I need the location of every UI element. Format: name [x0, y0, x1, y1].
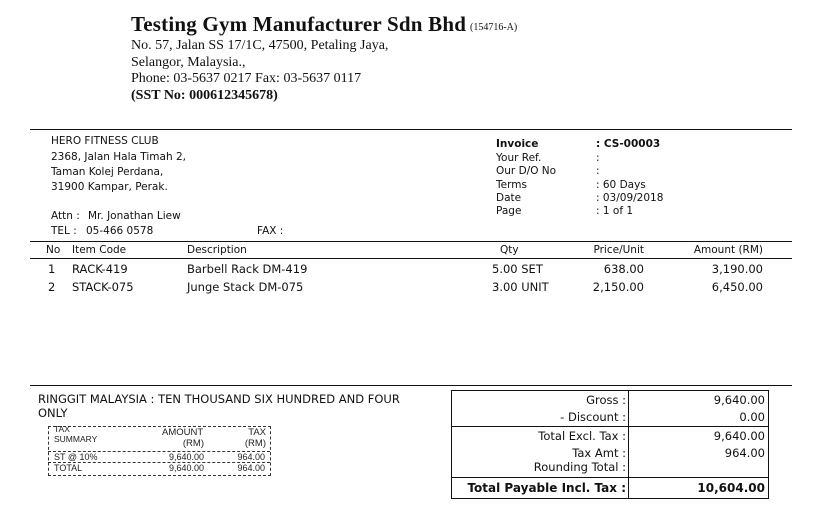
divider-top: [30, 129, 792, 130]
col-header-no: No: [46, 244, 61, 256]
discount-value: 0.00: [739, 410, 765, 424]
your-ref-value: :: [596, 152, 600, 164]
row-qty: 5.00 SET: [492, 262, 543, 276]
table-header-top-line: [30, 241, 792, 242]
row-qty: 3.00 UNIT: [492, 280, 549, 294]
tax-summary-header-label: SUMMARY: [54, 434, 98, 444]
tax-row-tax: 964.00: [237, 452, 265, 462]
do-no-label: Our D/O No: [496, 165, 557, 177]
invoice-value: : CS-00003: [596, 138, 661, 150]
row-amount: 6,450.00: [711, 280, 763, 294]
tax-summary-header-label: TAX: [54, 424, 70, 434]
customer-address-line: 2368, Jalan Hala Timah 2,: [51, 151, 186, 163]
tax-summary-tax-unit: (RM): [244, 438, 266, 449]
company-address-line1: No. 57, Jalan SS 17/1C, 47500, Petaling Jaya,: [131, 38, 389, 53]
col-header-price: Price/Unit: [593, 244, 644, 256]
row-description: Junge Stack DM-075: [187, 280, 304, 294]
col-header-description: Description: [187, 244, 247, 256]
col-header-item-code: Item Code: [72, 244, 127, 256]
your-ref-label: Your Ref.: [496, 152, 542, 164]
total-excl-tax-label: Total Excl. Tax :: [538, 429, 626, 443]
customer-address-line: 31900 Kampar, Perak.: [51, 181, 168, 193]
terms-label: Terms: [496, 179, 527, 191]
date-value: : 03/09/2018: [596, 192, 664, 204]
terms-value: : 60 Days: [596, 179, 646, 191]
tax-row-label: TOTAL: [54, 463, 83, 473]
row-description: Barbell Rack DM-419: [187, 262, 308, 276]
fax-label: FAX :: [257, 225, 284, 237]
tax-row-label: ST @ 10%: [54, 452, 98, 462]
company-address-line2: Selangor, Malaysia.,: [131, 55, 246, 70]
do-no-value: :: [596, 165, 600, 177]
page-label: Page: [496, 205, 522, 217]
tax-row-amount: 9,640.00: [168, 452, 204, 462]
company-sst-number: (SST No: 000612345678): [131, 88, 278, 103]
customer-address-line: Taman Kolej Perdana,: [51, 166, 164, 178]
tel-label: TEL :: [51, 225, 77, 237]
total-payable-value: 10,604.00: [697, 481, 765, 495]
customer-name: HERO FITNESS CLUB: [51, 135, 159, 147]
row-price: 638.00: [603, 262, 644, 276]
row-no: 2: [48, 280, 56, 294]
attn-label: Attn :: [51, 210, 80, 222]
row-item-code: RACK-419: [72, 262, 128, 276]
totals-row-divider: [451, 426, 768, 427]
tax-row-tax: 964.00: [237, 463, 265, 473]
tel-value: 05-466 0578: [86, 225, 154, 237]
tax-summary-amount-header: AMOUNT: [162, 427, 204, 438]
discount-label: - Discount :: [560, 410, 626, 424]
company-reg-no: (154716-A): [470, 22, 518, 33]
tax-summary-amount-unit: (RM): [182, 438, 204, 449]
attn-value: Mr. Jonathan Liew: [88, 210, 181, 222]
totals-column-divider: [628, 390, 629, 498]
row-amount: 3,190.00: [711, 262, 763, 276]
col-header-qty: Qty: [500, 244, 519, 256]
gross-value: 9,640.00: [713, 393, 765, 407]
col-header-amount: Amount (RM): [693, 244, 763, 256]
gross-label: Gross :: [586, 393, 626, 407]
total-excl-tax-value: 9,640.00: [713, 429, 765, 443]
table-header-bottom-line: [30, 258, 792, 259]
totals-row-divider: [451, 477, 768, 478]
page-value: : 1 of 1: [596, 205, 634, 217]
date-label: Date: [496, 192, 522, 204]
invoice-label: Invoice: [496, 138, 539, 150]
footer-divider: [30, 385, 792, 386]
row-price: 2,150.00: [592, 280, 644, 294]
company-name: Testing Gym Manufacturer Sdn Bhd: [131, 12, 467, 36]
tax-amt-label: Tax Amt :: [572, 446, 626, 460]
tax-summary-tax-header: TAX: [248, 427, 266, 438]
rounding-total-label: Rounding Total :: [533, 460, 626, 474]
tax-amt-value: 964.00: [724, 446, 765, 460]
tax-row-amount: 9,640.00: [168, 463, 204, 473]
total-payable-label: Total Payable Incl. Tax :: [467, 481, 626, 495]
company-contact: Phone: 03-5637 0217 Fax: 03-5637 0117: [131, 71, 362, 86]
amount-in-words: RINGGIT MALAYSIA : TEN THOUSAND SIX HUNDRED AND FOUR ONLY: [38, 392, 400, 420]
row-no: 1: [48, 262, 56, 276]
row-item-code: STACK-075: [72, 280, 134, 294]
